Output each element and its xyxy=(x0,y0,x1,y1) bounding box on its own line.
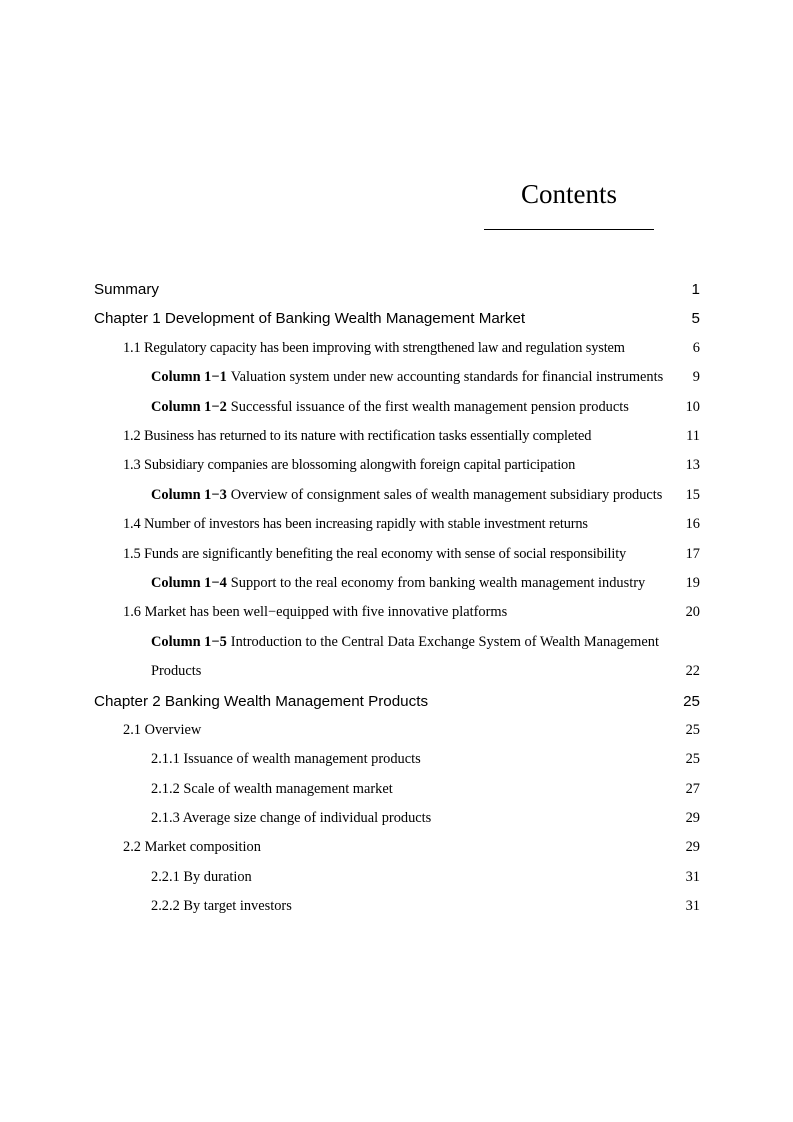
column-label: Column 1−3 xyxy=(151,486,227,503)
toc-entry-page: 19 xyxy=(685,574,700,591)
toc-entry-1-3[interactable] xyxy=(94,451,700,480)
toc-entry-page: 25 xyxy=(683,692,700,710)
toc-entry-title: Successful issuance of the first wealth management pension products xyxy=(230,398,629,415)
toc-entry-2-1[interactable] xyxy=(94,716,700,745)
toc-entry-2-1-2[interactable] xyxy=(94,775,700,804)
toc-entry-2-1-1[interactable] xyxy=(94,745,700,774)
toc-entry-1-6[interactable] xyxy=(94,598,700,627)
toc-entry-page: 22 xyxy=(685,663,700,680)
toc-entry-title: 2.2 Market composition xyxy=(123,839,261,856)
toc-entry-title: Chapter 1 Development of Banking Wealth Management Market xyxy=(94,310,526,328)
toc-entry-2-1-3[interactable] xyxy=(94,804,700,833)
table-of-contents xyxy=(94,275,700,922)
toc-entry-2-2-1[interactable] xyxy=(94,863,700,892)
toc-entry-chapter-1[interactable] xyxy=(94,304,700,333)
toc-entry-page: 15 xyxy=(685,486,700,503)
toc-entry-title: Chapter 2 Banking Wealth Management Products xyxy=(94,692,429,710)
toc-entry-page: 10 xyxy=(685,398,700,415)
toc-entry-title: 1.4 Number of investors has been increasing rapidly with stable investment returns xyxy=(123,516,588,533)
toc-entry-title: 1.6 Market has been well−equipped with five innovative platforms xyxy=(123,604,508,621)
toc-entry-page: 20 xyxy=(685,604,700,621)
toc-entry-title: 1.3 Subsidiary companies are blossoming alongwith foreign capital participation xyxy=(123,457,576,474)
toc-entry-2-2-2[interactable] xyxy=(94,892,700,921)
toc-entry-page: 27 xyxy=(685,780,700,797)
toc-entry-title: 1.2 Business has returned to its nature with rectification tasks essentially completed xyxy=(123,427,592,444)
toc-entry-title: 2.1.3 Average size change of individual products xyxy=(151,810,432,827)
toc-entry-column-1-3[interactable] xyxy=(94,481,700,510)
toc-entry-page: 17 xyxy=(685,545,700,562)
column-label: Column 1−2 xyxy=(151,398,227,415)
toc-entry-page: 1 xyxy=(691,280,700,298)
toc-entry-page: 25 xyxy=(685,721,700,738)
toc-entry-title: Summary xyxy=(94,280,159,298)
toc-entry-chapter-2[interactable] xyxy=(94,687,700,716)
toc-entry-column-1-4[interactable] xyxy=(94,569,700,598)
toc-entry-title: Introduction to the Central Data Exchange System of Wealth Management Products xyxy=(151,633,659,680)
toc-entry-page: 29 xyxy=(685,839,700,856)
toc-entry-column-1-1[interactable] xyxy=(94,363,700,392)
toc-entry-page: 5 xyxy=(691,310,700,328)
toc-entry-page: 6 xyxy=(692,339,700,356)
column-label: Column 1−1 xyxy=(151,369,227,386)
toc-entry-column-1-5[interactable] xyxy=(94,628,700,687)
toc-entry-page: 11 xyxy=(686,427,700,444)
toc-entry-title: 2.2.1 By duration xyxy=(151,868,252,885)
toc-entry-1-2[interactable] xyxy=(94,422,700,451)
toc-entry-summary[interactable] xyxy=(94,275,700,304)
toc-entry-page: 25 xyxy=(685,751,700,768)
toc-entry-title: 2.2.2 By target investors xyxy=(151,898,292,915)
toc-entry-page: 31 xyxy=(685,868,700,885)
page-title: Contents xyxy=(520,179,617,209)
column-label: Column 1−5 xyxy=(151,633,227,650)
toc-entry-title: Valuation system under new accounting standards for financial instruments xyxy=(230,369,664,386)
toc-entry-1-1[interactable] xyxy=(94,334,700,363)
title-underline xyxy=(484,229,654,230)
toc-entry-page: 29 xyxy=(685,810,700,827)
toc-entry-title: 2.1 Overview xyxy=(123,721,202,738)
toc-entry-page: 13 xyxy=(685,457,700,474)
toc-entry-1-5[interactable] xyxy=(94,540,700,569)
toc-entry-title: Overview of consignment sales of wealth management subsidiary products xyxy=(230,486,663,503)
toc-entry-column-1-2[interactable] xyxy=(94,393,700,422)
column-label: Column 1−4 xyxy=(151,574,227,591)
toc-entry-title: 2.1.1 Issuance of wealth management products xyxy=(151,751,421,768)
toc-entry-title: 2.1.2 Scale of wealth management market xyxy=(151,780,393,797)
toc-entry-1-4[interactable] xyxy=(94,510,700,539)
toc-entry-page: 16 xyxy=(685,516,700,533)
toc-entry-2-2[interactable] xyxy=(94,834,700,863)
toc-entry-title: Support to the real economy from banking wealth management industry xyxy=(230,574,646,591)
toc-entry-title: 1.5 Funds are significantly benefiting the real economy with sense of social responsibility xyxy=(123,545,627,562)
toc-entry-page: 31 xyxy=(685,898,700,915)
toc-entry-title: 1.1 Regulatory capacity has been improving with strengthened law and regulation system xyxy=(123,339,625,356)
toc-entry-page: 9 xyxy=(692,369,700,386)
